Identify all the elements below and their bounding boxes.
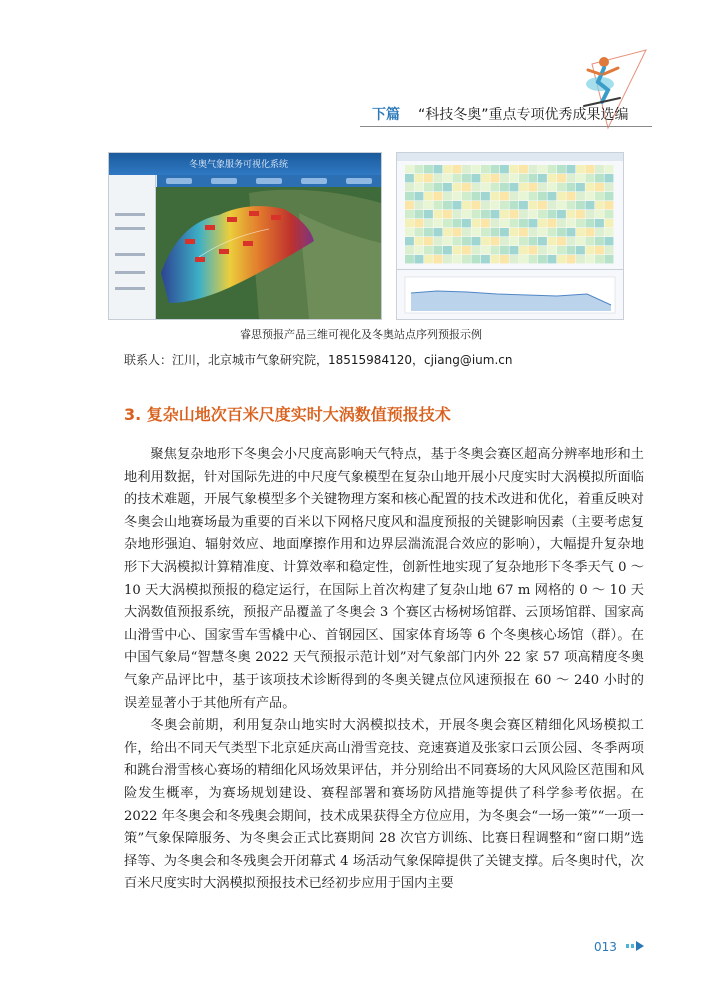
- heat-cell: [491, 183, 500, 191]
- heat-cell: [453, 174, 462, 182]
- heat-cell: [500, 246, 509, 254]
- system-title-bar: [109, 153, 381, 175]
- heat-cell: [472, 183, 481, 191]
- heat-cell: [462, 228, 471, 236]
- heat-cell: [443, 201, 452, 209]
- heat-cell: [576, 183, 585, 191]
- heat-cell: [548, 165, 557, 173]
- heat-cell: [405, 210, 414, 218]
- heat-cell: [557, 228, 566, 236]
- heat-cell: [481, 192, 490, 200]
- heat-cell: [424, 246, 433, 254]
- heat-cell: [567, 201, 576, 209]
- heat-cell: [595, 210, 604, 218]
- heat-cell: [557, 246, 566, 254]
- heat-cell: [500, 237, 509, 245]
- heat-cell: [500, 165, 509, 173]
- heat-cell: [424, 219, 433, 227]
- body-text: [124, 444, 644, 896]
- heat-cell: [472, 210, 481, 218]
- heat-cell: [510, 192, 519, 200]
- heat-cell: [481, 219, 490, 227]
- heat-cell: [576, 246, 585, 254]
- heat-cell: [472, 255, 481, 263]
- heat-cell: [434, 192, 443, 200]
- heat-cell: [481, 246, 490, 254]
- heat-cell: [519, 255, 528, 263]
- heat-cell: [519, 201, 528, 209]
- heat-cell: [500, 183, 509, 191]
- heat-cell: [538, 165, 547, 173]
- heat-cell: [595, 228, 604, 236]
- heat-cell: [519, 192, 528, 200]
- heat-cell: [548, 219, 557, 227]
- heat-cell: [605, 255, 614, 263]
- heat-cell: [510, 165, 519, 173]
- heat-cell: [500, 255, 509, 263]
- heat-cell: [443, 192, 452, 200]
- heat-cell: [415, 201, 424, 209]
- heat-cell: [462, 246, 471, 254]
- heat-cell: [586, 192, 595, 200]
- heat-cell: [586, 237, 595, 245]
- system-title: 冬奥气象服务可视化系统: [189, 160, 289, 170]
- heat-cell: [491, 219, 500, 227]
- heat-cell: [453, 255, 462, 263]
- heat-cell: [538, 237, 547, 245]
- heat-cell: [462, 192, 471, 200]
- heat-cell: [405, 165, 414, 173]
- heat-cell: [548, 174, 557, 182]
- heat-cell: [586, 174, 595, 182]
- heat-cell: [548, 255, 557, 263]
- heat-cell: [538, 246, 547, 254]
- heat-cell: [472, 201, 481, 209]
- heat-cell: [538, 174, 547, 182]
- heat-cell: [500, 219, 509, 227]
- heat-cell: [491, 246, 500, 254]
- heat-cell: [415, 192, 424, 200]
- heat-cell: [491, 237, 500, 245]
- heat-cell: [510, 237, 519, 245]
- heat-cell: [595, 165, 604, 173]
- heat-cell: [481, 165, 490, 173]
- heat-cell: [443, 237, 452, 245]
- heat-cell: [557, 210, 566, 218]
- heat-cell: [510, 210, 519, 218]
- heat-cell: [415, 255, 424, 263]
- heat-cell: [472, 192, 481, 200]
- heat-cell: [548, 183, 557, 191]
- heat-cell: [529, 255, 538, 263]
- heat-cell: [557, 219, 566, 227]
- heat-cell: [538, 255, 547, 263]
- heat-cell: [415, 210, 424, 218]
- heat-cell: [415, 174, 424, 182]
- station-forecast-image: [396, 152, 624, 320]
- heat-cell: [519, 237, 528, 245]
- heat-cell: [567, 228, 576, 236]
- arrow-right-icon: [626, 940, 650, 952]
- heat-cell: [481, 210, 490, 218]
- heat-cell: [424, 228, 433, 236]
- heat-cell: [548, 192, 557, 200]
- heat-cell: [453, 246, 462, 254]
- heat-cell: [576, 237, 585, 245]
- heat-cell: [605, 246, 614, 254]
- heat-cell: [595, 246, 604, 254]
- heat-cell: [586, 255, 595, 263]
- heat-cell: [491, 201, 500, 209]
- heat-cell: [405, 255, 414, 263]
- heat-cell: [472, 246, 481, 254]
- heat-cell: [595, 219, 604, 227]
- heat-cell: [510, 174, 519, 182]
- control-panel: [109, 175, 156, 319]
- header-subtitle: “科技冬奥”重点专项优秀成果选编: [418, 107, 629, 123]
- heat-cell: [576, 192, 585, 200]
- heat-cell: [538, 219, 547, 227]
- heat-cell: [567, 210, 576, 218]
- heat-cell: [519, 228, 528, 236]
- tab-2: [211, 178, 237, 184]
- heat-cell: [519, 246, 528, 254]
- heat-cell: [510, 201, 519, 209]
- heat-cell: [481, 201, 490, 209]
- heat-cell: [538, 192, 547, 200]
- heat-cell: [538, 201, 547, 209]
- heat-cell: [462, 174, 471, 182]
- heat-cell: [557, 237, 566, 245]
- heat-cell: [576, 165, 585, 173]
- heat-cell: [605, 201, 614, 209]
- heat-cell: [605, 237, 614, 245]
- heat-cell: [529, 228, 538, 236]
- heat-cell: [605, 219, 614, 227]
- heat-cell: [405, 237, 414, 245]
- heat-cell: [586, 165, 595, 173]
- heat-cell: [567, 192, 576, 200]
- heat-cell: [548, 237, 557, 245]
- tab-4: [301, 178, 327, 184]
- heat-cell: [443, 219, 452, 227]
- heat-cell: [576, 228, 585, 236]
- heat-cell: [434, 228, 443, 236]
- heat-cell: [481, 228, 490, 236]
- heat-cell: [529, 219, 538, 227]
- heat-cell: [576, 210, 585, 218]
- running-header: [372, 104, 629, 124]
- heat-cell: [567, 219, 576, 227]
- section-heading: 3. 复杂山地次百米尺度实时大涡数值预报技术: [124, 405, 451, 424]
- heat-cell: [519, 210, 528, 218]
- heat-cell: [415, 228, 424, 236]
- heat-cell: [605, 192, 614, 200]
- heat-cell: [472, 219, 481, 227]
- heat-cell: [567, 246, 576, 254]
- heat-cell: [405, 201, 414, 209]
- heat-cell: [567, 174, 576, 182]
- heat-cell: [434, 174, 443, 182]
- heat-cell: [557, 183, 566, 191]
- heat-cell: [443, 183, 452, 191]
- heat-cell: [519, 183, 528, 191]
- heat-cell: [519, 219, 528, 227]
- header-rule: [360, 126, 652, 127]
- heat-cell: [605, 174, 614, 182]
- heat-cell: [405, 183, 414, 191]
- heat-cell: [500, 174, 509, 182]
- heat-cell: [443, 174, 452, 182]
- heat-cell: [453, 165, 462, 173]
- heat-cell: [576, 255, 585, 263]
- heat-cell: [605, 183, 614, 191]
- heat-cell: [586, 219, 595, 227]
- heat-cell: [595, 183, 604, 191]
- heat-cell: [453, 228, 462, 236]
- heat-cell: [548, 201, 557, 209]
- heat-cell: [434, 210, 443, 218]
- figure-caption: 睿思预报产品三维可视化及冬奥站点序列预报示例: [240, 328, 482, 341]
- heat-cell: [443, 246, 452, 254]
- heat-cell: [472, 165, 481, 173]
- heat-cell: [434, 183, 443, 191]
- heat-cell: [424, 210, 433, 218]
- heat-cell: [424, 237, 433, 245]
- heat-cell: [405, 246, 414, 254]
- heat-cell: [519, 174, 528, 182]
- heat-cell: [443, 165, 452, 173]
- heat-cell: [605, 210, 614, 218]
- heat-cell: [557, 192, 566, 200]
- heat-cell: [462, 165, 471, 173]
- heat-cell: [548, 228, 557, 236]
- heat-cell: [481, 255, 490, 263]
- system-tabs: [157, 175, 381, 187]
- heat-cell: [576, 219, 585, 227]
- heat-cell: [557, 174, 566, 182]
- heat-cell: [605, 228, 614, 236]
- heat-cell: [462, 210, 471, 218]
- tab-3: [256, 178, 282, 184]
- heat-cell: [529, 174, 538, 182]
- heat-cell: [529, 183, 538, 191]
- heat-cell: [491, 255, 500, 263]
- heat-cell: [500, 192, 509, 200]
- heat-cell: [586, 246, 595, 254]
- heat-cell: [434, 237, 443, 245]
- heat-cell: [586, 201, 595, 209]
- heat-cell: [586, 228, 595, 236]
- page-number: 013: [594, 940, 617, 954]
- heat-cell: [529, 201, 538, 209]
- heat-cell: [481, 237, 490, 245]
- heat-cell: [510, 219, 519, 227]
- heat-cell: [405, 192, 414, 200]
- heat-cell: [519, 165, 528, 173]
- heat-cell: [548, 246, 557, 254]
- heat-cell: [424, 165, 433, 173]
- heat-cell: [481, 183, 490, 191]
- heat-cell: [538, 228, 547, 236]
- heat-cell: [567, 237, 576, 245]
- header-section-label: 下篇: [372, 107, 400, 123]
- tab-1: [166, 178, 192, 184]
- heat-cell: [576, 201, 585, 209]
- heat-cell: [424, 201, 433, 209]
- heat-cell: [557, 165, 566, 173]
- heat-cell: [538, 183, 547, 191]
- heat-cell: [510, 228, 519, 236]
- heat-cell: [605, 165, 614, 173]
- heat-cell: [443, 255, 452, 263]
- heat-cell: [491, 192, 500, 200]
- heat-cell: [548, 210, 557, 218]
- heat-cell: [491, 174, 500, 182]
- heat-cell: [510, 246, 519, 254]
- heat-cell: [500, 228, 509, 236]
- heat-cell: [434, 201, 443, 209]
- heat-cell: [529, 165, 538, 173]
- heat-cell: [557, 201, 566, 209]
- heat-cell: [453, 219, 462, 227]
- heat-cell: [586, 183, 595, 191]
- heat-cell: [405, 174, 414, 182]
- heat-cell: [595, 255, 604, 263]
- paragraph-1: 聚焦复杂地形下冬奥会小尺度高影响天气特点，基于冬奥会赛区超高分辨率地形和土地利用数据，针对国际先进的中尺度气象模型在复杂山地开展小尺度实时大涡模拟所面临的技术难题，开展气象模型多个关键物理方案和核心配置的技术改进和优化，着重反映对冬奥会山地赛场最为重要的百米以下网格尺度风和温度预报的关键影响因素（主要考虑复杂地形强迫、辐射效应、地面摩擦作用和边界层湍流混合效应的影响），大幅提升复杂地形下大涡模拟计算精准度、计算效率和稳定性，创新性地实现了复杂地形下冬季天气 0 ～ 10 天大涡模拟预报的稳定运行，在国际上首次构建了复杂山地 67 m 网格的 0 ～ 10 天大涡数值预报系统，预报产品覆盖了冬奥会 3 个赛区古杨树场馆群、云顶场馆群、国家高山滑雪中心、国家雪车雪橇中心、首钢园区、国家体育场等 6 个冬奥核心场馆（群）。在中国气象局“智慧冬奥 2022 天气预报示范计划”对气象部门内外 22 家 57 项高精度冬奥气象产品评比中，基于该项技术诊断得到的冬奥关键点位风速预报在 60 ～ 240 小时的误差显著小于其他所有产品。: [124, 447, 644, 711]
- paragraph-2: 冬奥会前期，利用复杂山地实时大涡模拟技术，开展冬奥会赛区精细化风场模拟工作，给出不同天气类型下北京延庆高山滑雪竞技、竞速赛道及张家口云顶公园、冬季两项和跳台滑雪核心赛场的精细化风场效果评估，并分别给出不同赛场的大风风险区范围和风险发生概率，为赛场规划建设、赛程部署和赛场防风措施等提供了科学参考依据。在 2022 年冬奥会和冬残奥会期间，技术成果获得全方位应用，为冬奥会“一场一策”“一项一策”气象保障服务、为冬奥会正式比赛期间 28 次官方训练、比赛日程调整和“窗口期”选择等、为冬奥会和冬残奥会开闭幕式 4 场活动气象保障提供了关键支撑。后冬奥时代，次百米尺度实时大涡模拟预报技术已经初步应用于国内主要: [124, 718, 644, 892]
- heat-cell: [434, 219, 443, 227]
- heat-cell: [405, 228, 414, 236]
- heat-cell: [424, 192, 433, 200]
- heat-cell: [472, 237, 481, 245]
- heat-cell: [453, 192, 462, 200]
- heat-cell: [415, 246, 424, 254]
- heat-cell: [462, 237, 471, 245]
- heat-cell: [529, 237, 538, 245]
- heat-cell: [405, 219, 414, 227]
- heat-cell: [424, 174, 433, 182]
- heat-cell: [586, 210, 595, 218]
- heat-cell: [500, 210, 509, 218]
- heat-cell: [443, 228, 452, 236]
- heat-cell: [557, 255, 566, 263]
- heat-cell: [462, 201, 471, 209]
- heat-cell: [462, 255, 471, 263]
- heat-cell: [595, 237, 604, 245]
- contact-line: 联系人：江川，北京城市气象研究院，18515984120，cjiang@ium.cn: [124, 353, 513, 367]
- heat-cell: [595, 174, 604, 182]
- heat-cell: [462, 183, 471, 191]
- heat-cell: [415, 165, 424, 173]
- heat-cell: [500, 201, 509, 209]
- heat-cell: [567, 165, 576, 173]
- heat-cell: [481, 174, 490, 182]
- heat-cell: [453, 210, 462, 218]
- heat-cell: [453, 237, 462, 245]
- heat-cell: [567, 255, 576, 263]
- heat-cell: [595, 201, 604, 209]
- heat-cell: [415, 219, 424, 227]
- heat-cell: [434, 165, 443, 173]
- heat-cell: [415, 237, 424, 245]
- heat-cell: [462, 219, 471, 227]
- heat-cell: [415, 183, 424, 191]
- terrain-visualization-image: [108, 152, 382, 320]
- station-forecast-render: [397, 153, 623, 319]
- heat-cell: [443, 210, 452, 218]
- heat-cell: [472, 174, 481, 182]
- heat-cell: [491, 165, 500, 173]
- heat-cell: [491, 210, 500, 218]
- heat-cell: [434, 246, 443, 254]
- heat-cell: [510, 255, 519, 263]
- heat-cell: [529, 210, 538, 218]
- heat-cell: [529, 192, 538, 200]
- heat-cell: [472, 228, 481, 236]
- heat-cell: [424, 255, 433, 263]
- heat-cell: [453, 183, 462, 191]
- heat-cell: [424, 183, 433, 191]
- heat-cell: [567, 183, 576, 191]
- heat-cell: [510, 183, 519, 191]
- heat-cell: [595, 192, 604, 200]
- tab-5: [346, 178, 372, 184]
- heat-cell: [576, 174, 585, 182]
- heat-cell: [453, 201, 462, 209]
- heat-cell: [538, 210, 547, 218]
- heat-cell: [529, 246, 538, 254]
- heat-cell: [434, 255, 443, 263]
- heat-cell: [491, 228, 500, 236]
